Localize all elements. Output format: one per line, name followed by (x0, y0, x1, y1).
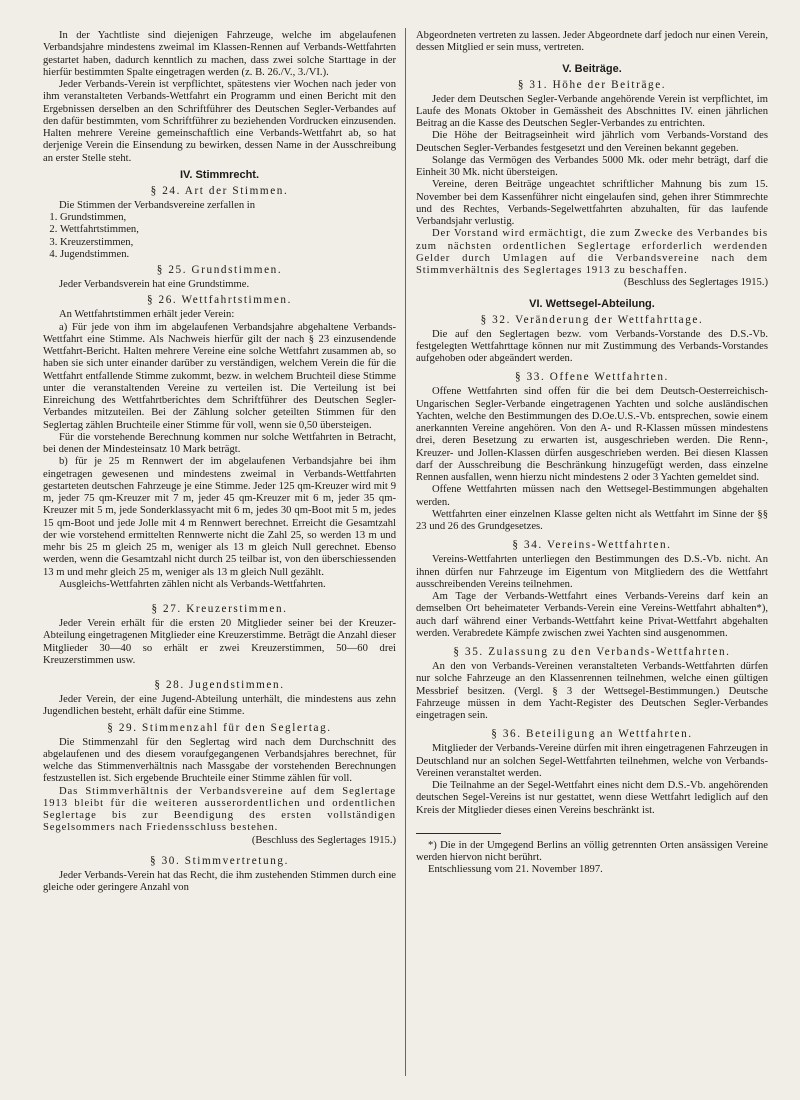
column-divider (405, 28, 406, 1076)
paragraph-heading-36: § 36. Beteiligung an Wettfahrten. (491, 728, 693, 741)
paragraph-heading-32: § 32. Veränderung der Wettfahrttage. (480, 313, 704, 326)
paragraph-heading-27: § 27. Kreuzerstimmen. (151, 603, 288, 615)
paragraph: Die Stimmenzahl für den Seglertag wird nach dem Durchschnitt des abgelaufenen und des diesem voraufgegangenen Verbandsjahres berechnet, für welche das Stimmenverhältnis nach Massgabe der vorstehenden Berechnungen festzustellen ist. Sich ergebende Bruchteile einer Stimme zählen für voll. (43, 736, 396, 785)
right-column (416, 30, 768, 877)
paragraph-heading-34: § 34. Vereins-Wettfahrten. (512, 539, 672, 552)
paragraph: b) für je 25 m Rennwert der im abgelaufenen Verbandsjahre bei ihm eingetragen gewesenen und mindestens zweimal in Verbands-Wettfahrten gestarteten deutschen Fahrzeuge je eine Stimme. Jeder 125 qm-Kreuzer wird mit 9 m, jeder 75 qm-Kreuzer mit 7 m, jeder 45 qm-Kreuzer mit 6 m, jeder 35 qm-Kreuzer mit 5 m, jede Sonderklassyacht mit 6 m, jedes 30 qm-Boot mit 5 m, jedes 15 qm-Boot und jede Jolle mit 4 m Rennwert berechnet. Erreicht die Gesamtzahl der wie vorstehend ermittelten Rennwerte nicht die Zahl 25, so werden 13 m und mehr bis 25 m gleich 25 m, weniger als 13 m gleich Null gerechnet. Ebenso werden, wenn die Gesamtzahl nicht durch 25 teilbar ist, von den überschiessenden 13 m und mehr gleich 25 m, weniger als 13 m gleich Null gezählt. (43, 456, 396, 578)
paragraph-heading-26: § 26. Wettfahrtstimmen. (146, 294, 293, 307)
list-item: 2. Wettfahrtstimmen, (60, 224, 396, 236)
paragraph-heading-30: § 30. Stimmvertretung. (150, 854, 289, 867)
paragraph: Am Tage der Verbands-Wettfahrt eines Verbands-Vereins darf kein an demselben Ort beheimateter Verbands-Verein eine Vereins-Wettfahrt abhalten*), auch darf während einer Verbands-Wettfahrt keine Privat-Wettfahrt abgehalten werden. Verabredete Kämpfe zwischen zwei Yachten sind ausgenommen. (416, 591, 768, 639)
paragraph: Die Höhe der Beitragseinheit wird jährlich vom Verbands-Vorstand des Deutschen Segler-Verbandes festgesetzt und den Vereinen bekannt gegeben. (416, 130, 768, 154)
paragraph: a) Für jede von ihm im abgelaufenen Verbandsjahre abgehaltene Verbands-Wettfahrt eine Stimme. Als Nachweis hierfür gilt der nach § 23 einzusendende Wettfahrt-Bericht. Halten mehrere Vereine eine solche Wettfahrt zusammen ab, so haben sie sich unter einander darüber zu verständigen, welchem Verein die für die Wettfahrt entfallende Stimme zukommt, bezw. in welchem Bruchteil diese Stimme unter die veranstaltenden Vereine zu verteilen ist. Die Verteilung ist bei Einreichung des Wettfahrtberichtes dem Schriftführer des Deutschen Segler-Verbandes mitzuteilen. Bei der Zählung solcher geteilten Stimmen für den Seglertag zählen Bruchteile einer Stimme für voll, wenn sie 0,50 übersteigen. (43, 321, 396, 431)
paragraph: Vereins-Wettfahrten unterliegen den Bestimmungen des D.S.-Vb. nicht. An ihnen dürfen nur Fahrzeuge im Eigentum von Mitgliedern des die Wettfahrt ausschreibenden Vereins teilnehmen. (416, 554, 768, 590)
paragraph: Mitglieder der Verbands-Vereine dürfen mit ihren eingetragenen Fahrzeugen in Deutschland nur an solchen Segel-Wettfahrten teilnehmen, welche von Verbands-Vereinen veranstaltet werden. (416, 743, 768, 779)
paragraph-heading-28: § 28. Jugendstimmen. (154, 679, 285, 691)
left-column (43, 30, 396, 894)
paragraph: Offene Wettfahrten müssen nach den Wettsegel-Bestimmungen abgehalten werden. (416, 484, 768, 508)
paragraph: Jeder Verein, der eine Jugend-Abteilung unterhält, die mindestens aus zehn Jugendlichen besteht, erhält dafür eine Stimme. (43, 694, 396, 718)
paragraph: Wettfahrten einer einzelnen Klasse gelten nicht als Wettfahrt im Sinne der §§ 23 und 26 des Grundgesetzes. (416, 508, 768, 532)
spaced-resolution: Das Stimmverhältnis der Verbandsvereine auf dem Seglertage 1913 bleibt für die weiteren ausserordentlichen und ordentlichen Seglertage bis zur Beendigung des ersten vollständigen Segelsommers nach Friedensschluss bestehen. (43, 785, 396, 834)
paragraph: Jeder Verbands-Verein ist verpflichtet, spätestens vier Wochen nach jeder von ihm veranstalteten Verbands-Wettfahrt ein Programm und einen Bericht mit den Ergebnissen derselben an den Schriftführer des Deutschen Segler-Verbandes auf den dafür bestimmten, vom Schriftführer zu beziehenden Vordrucken einzusenden. Halten mehrere Vereine gemeinschaftlich eine Verbands-Wettfahrt ab, so hat derjenige Verein die Einsendung zu bewirken, dessen Name in der Ausschreibung an erster Stelle steht. (43, 79, 396, 164)
list-item: 4. Jugendstimmen. (60, 249, 396, 261)
section-heading-iv: IV. Stimmrecht. (179, 168, 260, 181)
paragraph: Die Stimmen der Verbandsvereine zerfallen in (59, 199, 256, 211)
resolution-note: (Beschluss des Seglertages 1915.) (623, 277, 768, 289)
section-heading-vi: VI. Wettsegel-Abteilung. (529, 297, 655, 310)
paragraph: An Wettfahrtstimmen erhält jeder Verein: (59, 309, 235, 321)
footnote-date: Entschliessung vom 21. November 1897. (428, 864, 603, 876)
section-heading-v: V. Beiträge. (562, 62, 622, 75)
paragraph: Für die vorstehende Berechnung kommen nur solche Wettfahrten in Betracht, bei denen der Mindesteinsatz 10 Mark beträgt. (43, 431, 396, 455)
footnote-rule (416, 833, 501, 834)
paragraph-heading-25: § 25. Grundstimmen. (156, 264, 283, 276)
paragraph: Offene Wettfahrten sind offen für die bei dem Deutsch-Oesterreichisch-Ungarischen Segler-Verbande eingetragenen Yachten und solche ausländischen Yachten, welche den Bestimmungen des D.Oe.U.S.-Vb. entsprechen, sowie einem anerkannten Vereine angehören. Von den A- und R-Klassen müssen mindestens drei, deren Besetzung zu erwarten ist, ausgeschrieben werden. Die Renn-, Kreuzer- und Jollen-Klassen dürfen ausgeschrieben werden. Bei diesen Klassen darf der Ausschreibung die Beschränkung hinzugefügt werden, dass einzelne Rennen ausfallen, wenn hierzu nicht mindestens 2 oder 3 Yachten gemeldet sind. (416, 386, 768, 483)
paragraph-heading-33: § 33. Offene Wettfahrten. (515, 371, 669, 384)
list-item: 3. Kreuzerstimmen, (60, 237, 396, 249)
paragraph: An den von Verbands-Vereinen veranstalteten Verbands-Wettfahrten dürfen nur solche Fahrzeuge an den Klassenrennen teilnehmen, welche einen gültigen Messbrief besitzen. (Vergl. § 3 der Wettsegel-Bestimmungen.) Deutsche Fahrzeuge müssen in dem Yacht-Register des Deutschen Segler-Verbandes eingetragen sein. (416, 661, 768, 721)
footnote (416, 840, 768, 877)
paragraph: In der Yachtliste sind diejenigen Fahrzeuge, welche im abgelaufenen Verbandsjahre mindestens zweimal im Klassen-Rennen auf Verbands-Wettfahrten gestartet haben, dadurch kenntlich zu machen, dass zwei solche Starttage in der hierfür bestimmten Spalte eingetragen werden (z. B. 26./V., 3./VI.). (43, 30, 396, 78)
paragraph: Jeder dem Deutschen Segler-Verbande angehörende Verein ist verpflichtet, im Laufe des Monats Oktober in Gemässheit des Abschnittes IV. einen jährlichen Beitrag an die Kasse des Deutschen Segler-Verbandes zu entrichten. (416, 93, 768, 129)
vote-types-list (43, 212, 396, 261)
paragraph: Vereine, deren Beiträge ungeachtet schriftlicher Mahnung bis zum 15. November bei dem Kassenführer nicht eingelaufen sind, gehen ihrer Stimmrechte und des Rechtes, Verbands-Segelwettfahrten abzuhalten, für das laufende Verbandsjahr verlustig. (416, 179, 768, 227)
paragraph: Ausgleichs-Wettfahrten zählen nicht als Verbands-Wettfahrten. (59, 578, 326, 590)
spaced-resolution: Der Vorstand wird ermächtigt, die zum Zwecke des Verbandes bis zum nächsten ordentlichen Seglertage erforderlich werdenden Gelder durch Umlagen auf die Verbandsvereine nach dem Stimmverhältnis des Seglertages 1913 zu beschaffen. (416, 228, 768, 276)
resolution-note: (Beschluss des Seglertages 1915.) (251, 834, 396, 846)
paragraph-heading-29: § 29. Stimmenzahl für den Seglertag. (107, 721, 332, 734)
paragraph: Solange das Vermögen des Verbandes 5000 Mk. oder mehr beträgt, darf die Einheit 30 Mk. nicht übersteigen. (416, 154, 768, 178)
paragraph-heading-31: § 31. Höhe der Beiträge. (517, 78, 667, 91)
paragraph: Die auf den Seglertagen bezw. vom Verbands-Vorstande des D.S.-Vb. festgelegten Wettfahrttage können nur mit Zustimmung des Verbands-Vorstandes aufgehoben oder abgeändert werden. (416, 328, 768, 364)
paragraph: Jeder Verein erhält für die ersten 20 Mitglieder seiner bei der Kreuzer-Abteilung eingetragenen Mitglieder eine Kreuzerstimme. Beträgt die Anzahl dieser Mitglieder 30—40 so erhält er zwei Kreuzerstimmen, 50—60 drei Kreuzerstimmen usw. (43, 618, 396, 666)
list-item: 1. Grundstimmen, (60, 212, 396, 224)
paragraph: Jeder Verbandsverein hat eine Grundstimme. (59, 279, 250, 290)
paragraph: Jeder Verbands-Verein hat das Recht, die ihm zustehenden Stimmen durch eine gleiche oder geringere Anzahl von (43, 869, 396, 893)
paragraph-heading-24: § 24. Art der Stimmen. (150, 184, 289, 197)
footnote-text: *) Die in der Umgegend Berlins an völlig getrennten Orten ansässigen Vereine werden hiervon nicht berührt. (416, 839, 768, 863)
paragraph-continued: Abgeordneten vertreten zu lassen. Jeder Abgeordnete darf jedoch nur einen Verein, dessen Mitglied er sein muss, vertreten. (416, 30, 768, 54)
paragraph-heading-35: § 35. Zulassung zu den Verbands-Wettfahrten. (453, 646, 731, 658)
paragraph: Die Teilnahme an der Segel-Wettfahrt eines nicht dem D.S.-Vb. angehörenden deutschen Segel-Vereins ist nur gestattet, wenn diese Wettfahrt lediglich auf den Kreis der Mitglieder dieses einen Vereins beschränkt ist. (416, 780, 768, 816)
